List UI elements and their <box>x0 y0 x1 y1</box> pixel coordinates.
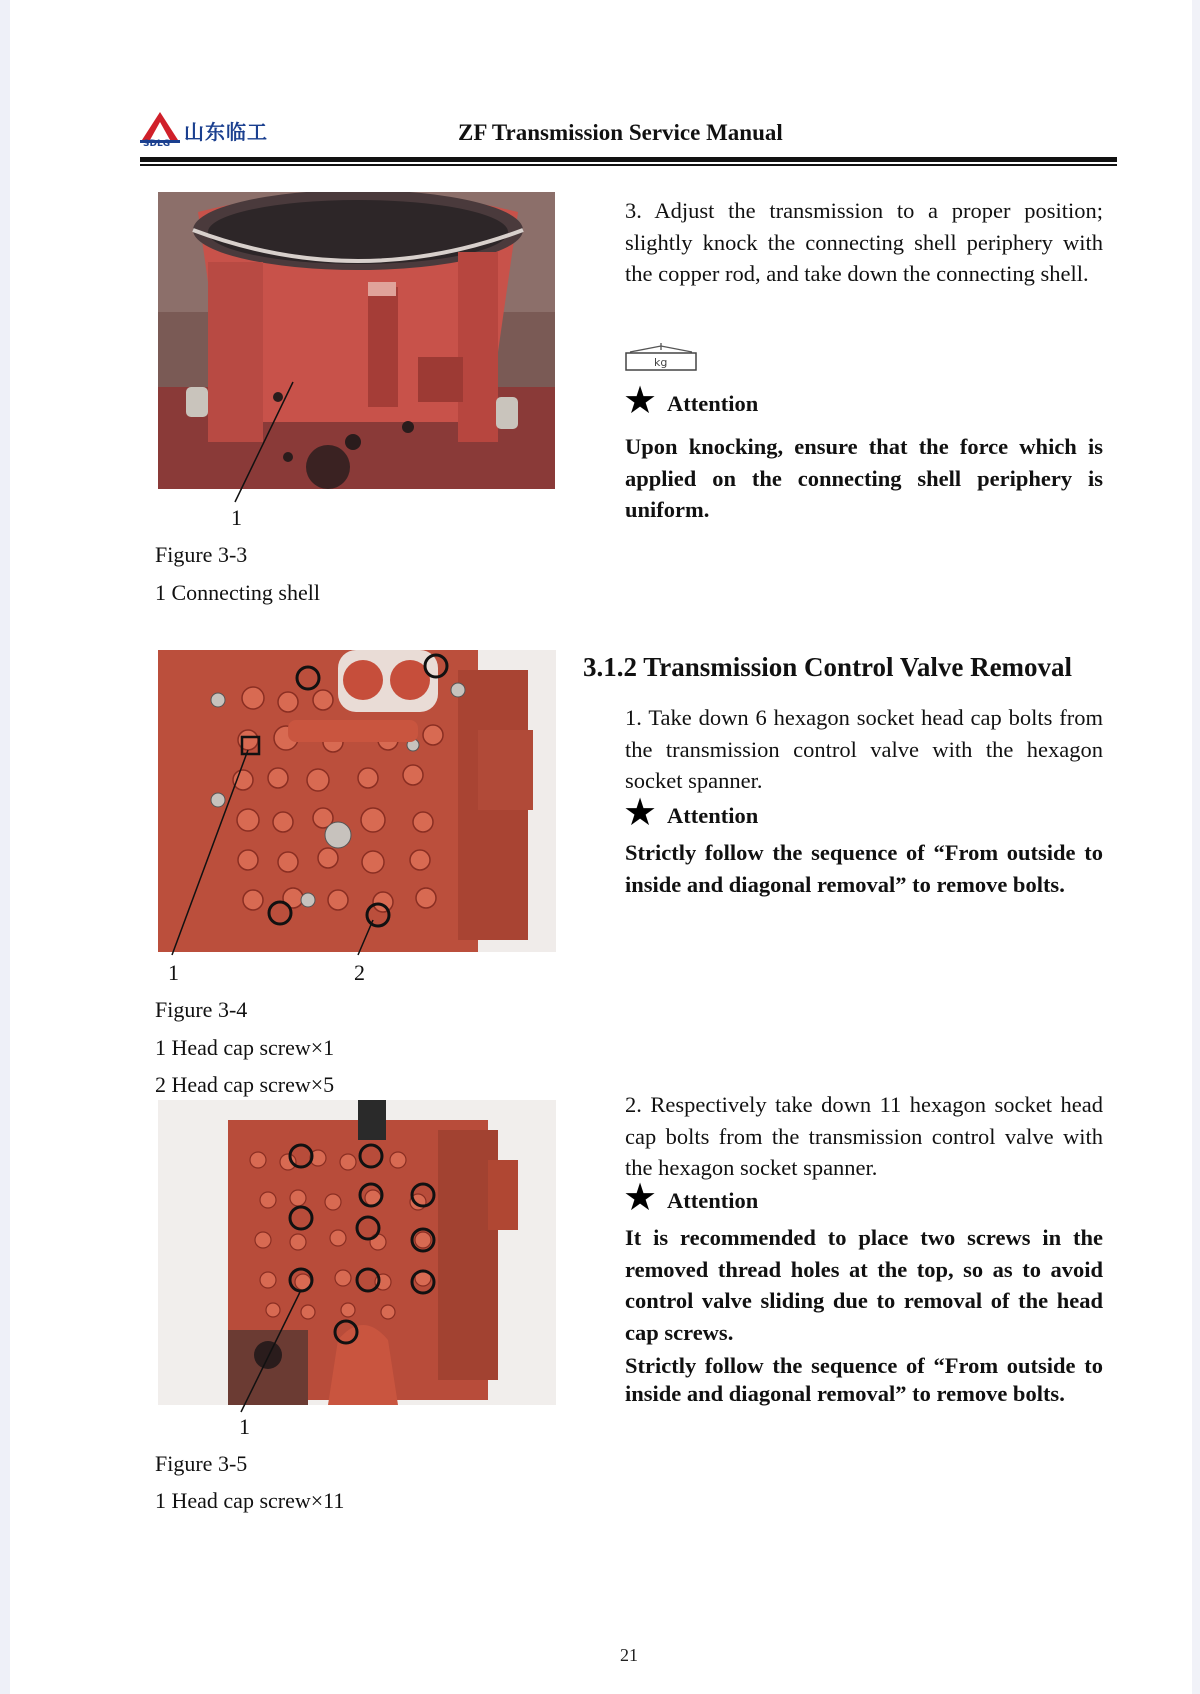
star-icon: ★ <box>623 790 658 834</box>
step-2-attention-text-2: Strictly follow the sequence of “From outside to inside and diagonal removal” to remove bolts. <box>625 1353 1103 1406</box>
document-title: ZF Transmission Service Manual <box>458 120 783 145</box>
figure-3-5-caption: Figure 3-5 <box>155 1451 248 1476</box>
step-1-attention-text: Strictly follow the sequence of “From outside to inside and diagonal removal” to remove bolts. <box>625 840 1103 897</box>
step-2-text: 2. Respectively take down 11 hexagon socket head cap bolts from the transmission control valve with the hexagon socket spanner. <box>625 1092 1103 1180</box>
figure-3-3-callout-1: 1 <box>231 505 242 530</box>
figure-3-4-legend-2: 2 Head cap screw×5 <box>155 1072 335 1097</box>
kg-icon-label: kg <box>654 356 668 369</box>
figure-3-5-legend-1: 1 Head cap screw×11 <box>155 1488 345 1513</box>
figure-3-4-legend-1: 1 Head cap screw×1 <box>155 1035 335 1060</box>
weight-kg-icon <box>624 342 698 374</box>
logo-sub-text: SDLG <box>143 139 171 149</box>
sdlg-logo <box>140 110 300 152</box>
page-edge-left <box>0 0 10 1694</box>
figure-3-5-leader-line <box>158 1100 558 1420</box>
logo-text: 山东临工 <box>184 120 268 144</box>
step-2-attention-text-1: It is recommended to place two screws in the removed thread holes at the top, so as to avoid control valve sliding due to removal of the head cap screws. <box>625 1225 1103 1345</box>
star-icon: ★ <box>623 1175 658 1219</box>
page-edge-right <box>1192 0 1200 1694</box>
figure-3-4-leader-lines <box>158 650 558 970</box>
figure-3-3-caption: Figure 3-3 <box>155 542 248 567</box>
figure-3-4-caption: Figure 3-4 <box>155 997 248 1022</box>
header-rule-thin <box>140 164 1117 166</box>
figure-3-3-leader-line <box>158 192 558 512</box>
step-1-text: 1. Take down 6 hexagon socket head cap bolts from the transmission control valve with the hexagon socket spanner. <box>625 705 1103 793</box>
attention-label: Attention <box>667 1188 759 1213</box>
figure-3-3-legend-1: 1 Connecting shell <box>155 580 320 605</box>
section-heading: 3.1.2 Transmission Control Valve Removal <box>583 652 1073 682</box>
step-3-attention-text: Upon knocking, ensure that the force which is applied on the connecting shell periphery is uniform. <box>625 434 1103 522</box>
star-icon: ★ <box>623 378 658 422</box>
header-rule <box>140 157 1117 162</box>
step-3-text: 3. Adjust the transmission to a proper position; slightly knock the connecting shell periphery with the copper rod, and take down the connecting shell. <box>625 198 1103 286</box>
figure-3-4-callout-1: 1 <box>168 960 179 985</box>
figure-3-4-callout-2: 2 <box>354 960 365 985</box>
attention-label: Attention <box>667 803 759 828</box>
figure-3-5-callout-1: 1 <box>239 1414 250 1439</box>
page-number: 21 <box>620 1645 638 1665</box>
attention-label: Attention <box>667 391 759 416</box>
